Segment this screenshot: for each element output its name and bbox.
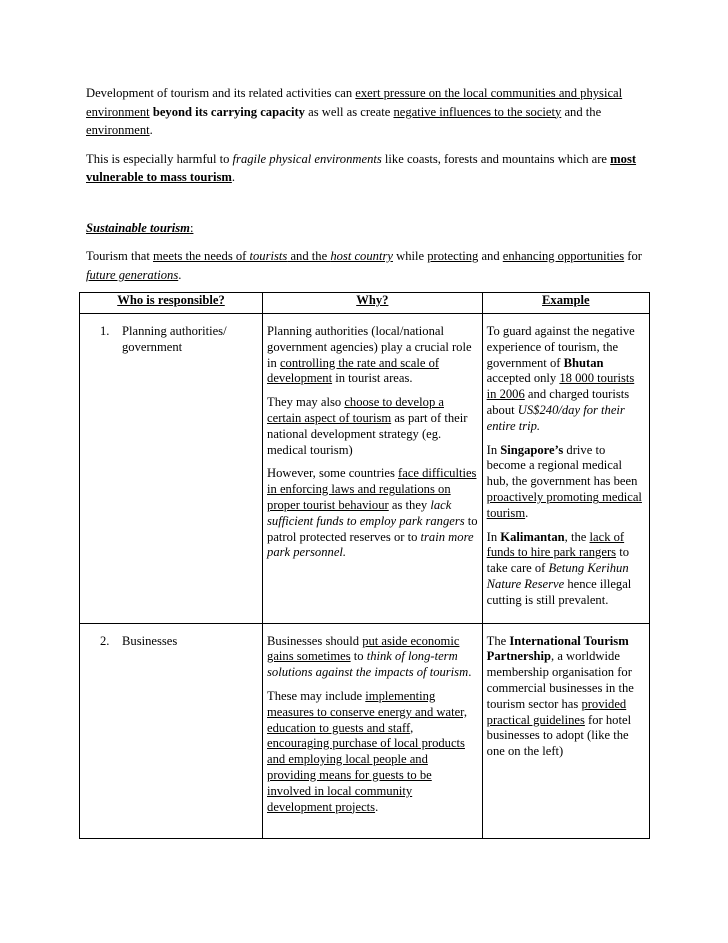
text: . (525, 505, 529, 520)
underlined-text: face difficulties in enforcing laws and regulations on proper tourist behaviour (267, 466, 477, 512)
bold-text: Bhutan (563, 355, 604, 370)
why-paragraph (267, 634, 478, 681)
why-paragraph (267, 689, 478, 815)
text: as they (388, 497, 431, 512)
italic-text: think of long-term solutions against the impacts of tourism (267, 649, 469, 680)
underlined-italic-text: future generations (86, 267, 179, 282)
example-paragraph (487, 530, 645, 609)
header-text: Who is responsible? (117, 293, 225, 307)
text: These may include (267, 688, 366, 703)
text: , a worldwide membership organisation for commercial businesses in the tourism sector has (486, 649, 634, 711)
column-header-example (482, 293, 649, 314)
text: hence illegal cutting is still prevalent. (486, 576, 632, 607)
underlined-text: environment (86, 123, 150, 137)
text: to patrol protected reserves or to (267, 513, 478, 544)
text: They may also (267, 395, 345, 410)
text: However, some countries (267, 466, 399, 481)
text: To guard against the negative experience of tourism, the government of (486, 324, 635, 370)
text: , the (564, 529, 590, 544)
list-number: 1. (100, 324, 110, 338)
table-row (80, 314, 650, 624)
document-body (86, 84, 652, 284)
underlined-text: implementing measures to conserve energy and water, education to guests and staff, encouraging purchase of local products and employing local people and providing means for guests to be involved in local community development projects (267, 688, 467, 814)
bold-underlined-text: most vulnerable to mass tourism (86, 151, 637, 184)
text: and the (561, 104, 602, 119)
text: like coasts, forests and mountains which are (381, 151, 611, 166)
example-paragraph (487, 324, 645, 435)
italic-text: US$240/day for their entire trip. (486, 402, 625, 433)
underlined-text: 18 000 tourists in 2006 (486, 371, 635, 402)
column-header-who (80, 293, 263, 314)
cell-who (80, 623, 263, 838)
heading-colon: : (189, 220, 194, 235)
responsibility-table (79, 292, 650, 839)
underlined-text: negative influences to the society (393, 104, 562, 119)
why-paragraph (267, 395, 478, 458)
text: for (624, 249, 642, 263)
italic-text: train more park personnel. (267, 529, 474, 560)
underlined-text: lack of funds to hire park rangers (486, 529, 625, 560)
text: to take care of (486, 545, 629, 576)
italic-text: Betung Kerihun Nature Reserve (486, 561, 629, 591)
cell-example (482, 314, 649, 624)
underlined-text: put aside economic gains sometimes (267, 633, 460, 664)
italic-text: fragile physical environments (232, 151, 382, 166)
underlined-text: medical tourism (486, 489, 642, 520)
list-number: 2. (100, 633, 110, 648)
text: . (375, 799, 379, 814)
text: drive to become a regional medical hub, the government has been (486, 442, 638, 489)
underlined-text: provided practical guidelines (486, 696, 627, 727)
responsible-party: Businesses (122, 633, 178, 648)
text: Businesses should (267, 633, 363, 648)
text: accepted only (486, 371, 560, 386)
bold-text: Kalimantan (500, 529, 565, 544)
text: and (478, 249, 503, 263)
underlined-text: exert pressure on the local communities and physical environment (86, 86, 623, 119)
underlined-text: controlling the rate and scale of development (267, 355, 440, 386)
text: Tourism that (86, 249, 153, 263)
text: In (486, 529, 501, 544)
underlined-text: proactively promoting (486, 489, 599, 504)
bold-text: International Tourism Partnership (486, 633, 629, 664)
why-paragraph (267, 324, 478, 387)
text: as part of their national development strategy (eg. medical tourism) (267, 410, 468, 457)
bold-text: beyond its carrying capacity (152, 104, 305, 119)
responsible-party: Planning authorities/ government (122, 324, 227, 354)
heading-text: Sustainable tourism (86, 220, 190, 235)
text: . (468, 665, 472, 680)
cell-why (263, 623, 483, 838)
intro-paragraph-1 (86, 84, 652, 140)
text: . (149, 123, 153, 137)
table-header-row (80, 293, 650, 314)
underlined-text: enhancing opportunities (502, 249, 625, 263)
text: The (486, 633, 510, 648)
intro-paragraph-2 (86, 150, 652, 187)
header-text: Why? (356, 293, 389, 307)
text: in tourist areas. (332, 371, 413, 386)
underlined-text: meets the needs of (152, 249, 250, 263)
definition-paragraph (86, 247, 652, 284)
italic-text: lack sufficient funds to employ park rangers (267, 497, 465, 528)
section-heading (86, 219, 652, 238)
why-paragraph (267, 466, 478, 561)
text: Planning authorities (local/national government agencies) play a crucial role in (267, 324, 472, 370)
cell-who (80, 314, 263, 624)
underlined-text: protecting (427, 249, 479, 263)
text: In (486, 442, 501, 457)
underlined-text: choose to develop a certain aspect of tourism (267, 395, 444, 425)
text: and charged tourists about (486, 387, 630, 417)
text: as well as create (304, 104, 394, 119)
column-header-why (263, 293, 483, 314)
text: while (392, 249, 428, 263)
example-paragraph (487, 443, 645, 522)
cell-why (263, 314, 483, 624)
text: This is especially harmful to (86, 151, 233, 166)
text: . (178, 267, 182, 282)
example-paragraph (487, 634, 645, 760)
text: Development of tourism and its related activities can (86, 86, 356, 100)
header-text: Example (542, 293, 590, 307)
text: to (350, 649, 367, 664)
table-row (80, 623, 650, 838)
bold-text: Singapore’s (500, 442, 564, 457)
underlined-italic-text: tourists (249, 249, 288, 263)
underlined-text: and the (287, 249, 331, 263)
text: . (231, 170, 236, 184)
text: for hotel businesses to adopt (like the one on the left) (486, 712, 632, 759)
underlined-italic-text: host country (330, 249, 393, 263)
cell-example (482, 623, 649, 838)
